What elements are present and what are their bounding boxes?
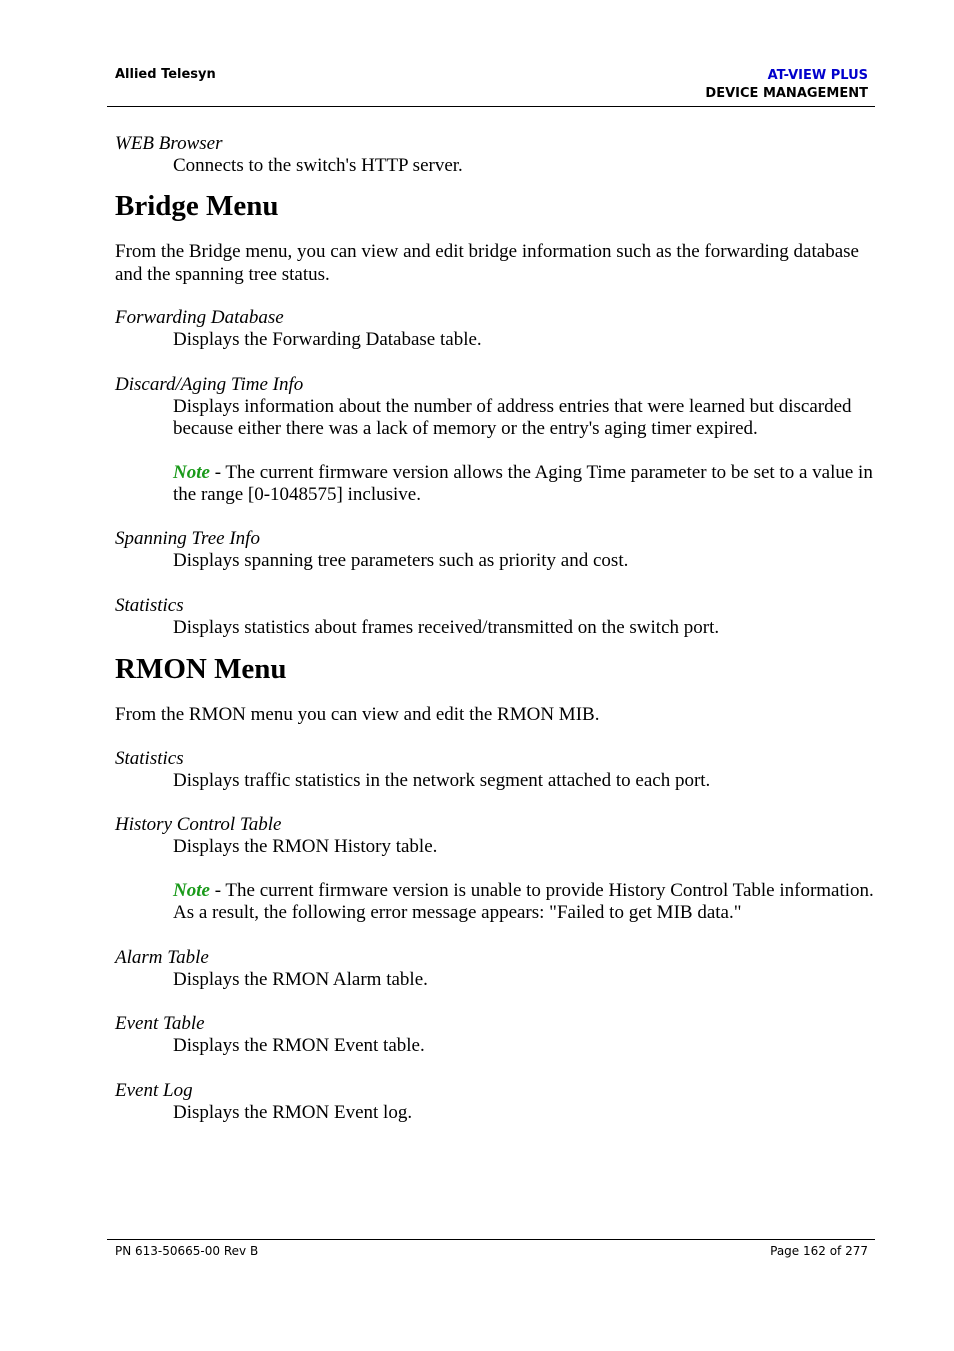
desc-event-table: Displays the RMON Event table. [173,1035,425,1056]
term-forwarding-database: Forwarding Database [115,307,284,328]
term-alarm-table: Alarm Table [115,947,209,968]
bridge-intro: From the Bridge menu, you can view and edit bridge information such as the forwarding database and the spanning tree status. [115,241,859,285]
desc-web-browser: Connects to the switch's HTTP server. [173,155,463,176]
heading-bridge-menu: Bridge Menu [115,190,279,222]
header-product: AT-VIEW PLUS [767,68,868,83]
note-history-control [173,880,875,924]
rmon-intro: From the RMON menu you can view and edit the RMON MIB. [115,704,600,725]
footer-divider [107,1239,875,1240]
page-content [115,133,875,1124]
note-text: - The current firmware version allows the Aging Time parameter to be set to a value in the range [0-1048575] inclusive. [173,462,873,505]
term-bridge-statistics: Statistics [115,595,184,616]
header-section: DEVICE MANAGEMENT [705,86,868,101]
header-right [705,67,868,103]
desc-event-log: Displays the RMON Event log. [173,1102,413,1123]
term-discard-aging: Discard/Aging Time Info [115,374,304,395]
term-rmon-statistics: Statistics [115,748,184,769]
header-company: Allied Telesyn [115,67,216,82]
term-event-log: Event Log [115,1080,193,1101]
heading-rmon-menu: RMON Menu [115,653,287,685]
note-label: Note [173,462,210,483]
desc-bridge-statistics: Displays statistics about frames received/transmitted on the switch port. [173,617,720,638]
desc-spanning-tree: Displays spanning tree parameters such as priority and cost. [173,550,629,571]
term-history-control: History Control Table [115,814,282,835]
footer-part-number: PN 613-50665-00 Rev B [115,1244,259,1258]
note-label: Note [173,880,210,901]
note-text: - The current firmware version is unable to provide History Control Table information. As a result, the following error message appears: "Failed to get MIB data." [173,880,874,923]
term-web-browser: WEB Browser [115,133,223,154]
desc-forwarding-database: Displays the Forwarding Database table. [173,329,482,350]
term-event-table: Event Table [115,1013,205,1034]
desc-history-control: Displays the RMON History table. [173,836,438,857]
desc-discard-aging: Displays information about the number of address entries that were learned but discarded because either there was a lack of memory or the entry's aging timer expired. [173,396,852,439]
desc-rmon-statistics: Displays traffic statistics in the network segment attached to each port. [173,770,711,791]
desc-alarm-table: Displays the RMON Alarm table. [173,969,428,990]
term-spanning-tree: Spanning Tree Info [115,528,260,549]
header-divider [107,106,875,107]
note-aging-time [173,462,875,506]
footer-page-number: Page 162 of 277 [770,1244,868,1258]
